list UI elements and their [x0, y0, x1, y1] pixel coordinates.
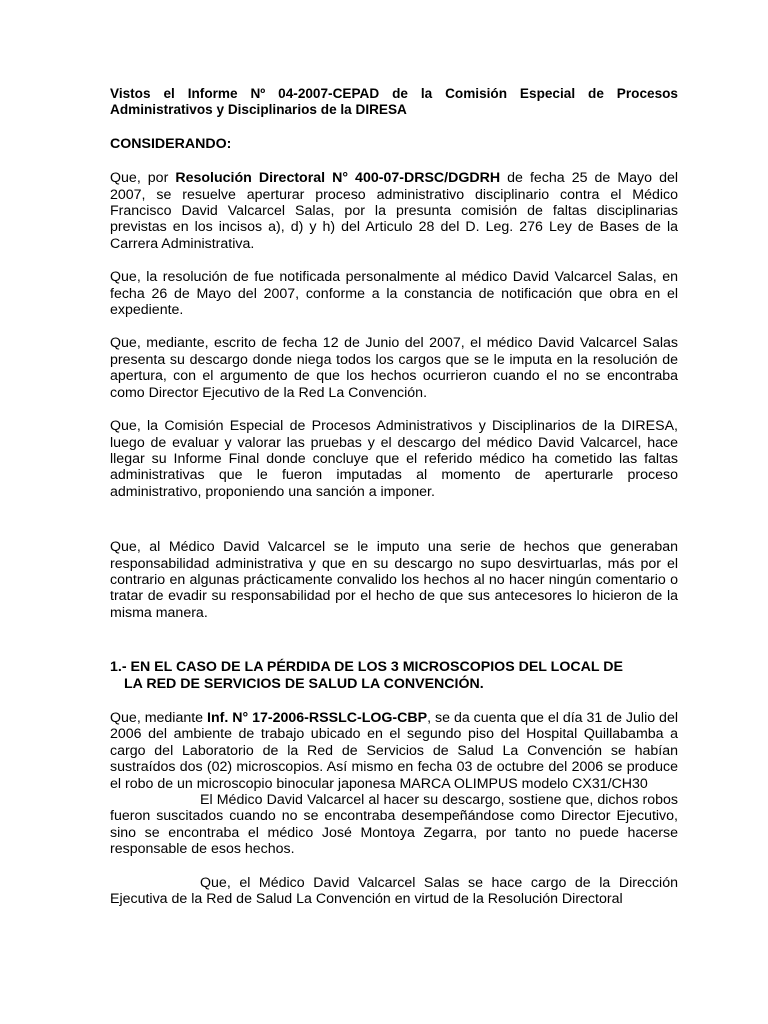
document-page — [110, 86, 678, 924]
paragraph-text: de fecha 25 de Mayo del 2007, se resuelve aperturar proceso administrativo disciplinario contra el Médico Francisco David Valcarcel Salas, por la presunta comisión de faltas disciplinarias previstas en los incisos a), d) y h) del Articulo 28 del D. Leg. 276 Ley de Bases de la Carrera Administrativa. — [110, 170, 678, 252]
section-title-microscopios — [110, 659, 678, 692]
paragraph-direccion-ejecutiva: Que, el Médico David Valcarcel Salas se hace cargo de la Dirección Ejecutiva de la Red de Salud La Convención en virtud de la Resolución Directoral — [110, 874, 678, 908]
resolucion-reference: Resolución Directoral N° 400-07-DRSC/DGDRH — [175, 170, 501, 187]
considerando-title: CONSIDERANDO: — [110, 135, 232, 152]
paragraph-text: , se da cuenta que el día 31 de Julio del 2006 del ambiente de trabajo ubicado en el segundo piso del Hospital Quillabamba a cargo del Laboratorio de la Red de Servicios de Salud La Convención se habían sustraídos dos (02) microscopios. Así mismo en fecha 03 de octubre del 2006 se produce el robo de un microscopio binocular japonesa MARCA OLIMPUS modelo CX31/CH30 — [110, 709, 678, 792]
informe-reference: Inf. N° 17-2006-RSSLC-LOG-CBP — [207, 709, 428, 726]
paragraph-descargo: Que, mediante, escrito de fecha 12 de Junio del 2007, el médico David Valcarcel Salas presenta su descargo donde niega todos los cargos que se le imputa en la resolución de apertura, con el argumento de que los hechos ocurrieron cuando el no se encontraba como Director Ejecutivo de la Red La Convención. — [110, 335, 678, 401]
paragraph-informe-final: Que, la Comisión Especial de Procesos Administrativos y Disciplinarios de la DIRESA, luego de evaluar y valorar las pruebas y el descargo del médico David Valcarcel, hace llegar su Informe Final donde concluye que el referido médico ha cometido las faltas administrativas que le fueron imputadas al momento de aperturarle proceso administrativo, proponiendo una sanción a imponer. — [110, 418, 678, 500]
paragraph-notificacion: Que, la resolución de fue notificada personalmente al médico David Valcarcel Salas, en fecha 26 de Mayo del 2007, conforme a la constancia de notificación que obra en el expediente. — [110, 269, 678, 319]
paragraph-informe-robo — [110, 710, 678, 792]
section-title-line1: 1.- EN EL CASO DE LA PÉRDIDA DE LOS 3 MICROSCOPIOS DEL LOCAL DE — [110, 659, 623, 676]
paragraph-text: Que, por — [110, 170, 176, 187]
paragraph-text: Que, mediante — [110, 709, 208, 726]
paragraph-resolucion — [110, 170, 678, 252]
paragraph-imputacion: Que, al Médico David Valcarcel se le imputo una serie de hechos que generaban responsabilidad administrativa y que en su descargo no supo desvirtuarlas, más por el contrario en algunas prácticamente convalido los hechos al no hacer ningún comentario o tratar de evadir su responsabilidad por el hecho de que sus antecesores lo hicieron de la misma manera. — [110, 539, 678, 621]
paragraph-descargo-robos: El Médico David Valcarcel al hacer su descargo, sostiene que, dichos robos fueron suscitados cuando no se encontraba desempeñándose como Director Ejecutivo, sino se encontraba el médico José Montoya Zegarra, por tanto no puede hacerse responsable de esos hechos. — [110, 792, 678, 858]
document-heading: Vistos el Informe Nº 04-2007-CEPAD de la Comisión Especial de Procesos Administrativos y Disciplinarios de la DIRESA — [110, 86, 678, 118]
section-title-line2: LA RED DE SERVICIOS DE SALUD LA CONVENCIÓN. — [124, 675, 484, 692]
